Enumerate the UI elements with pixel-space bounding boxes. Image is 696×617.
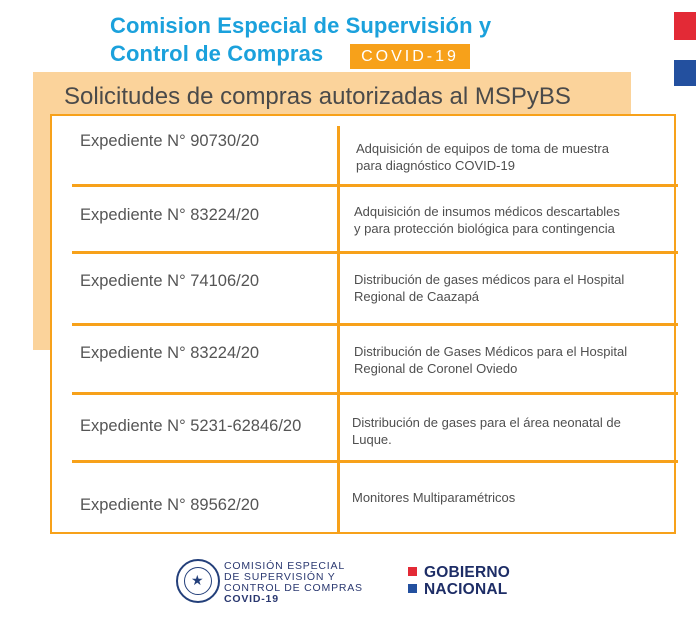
description-line: Luque. [352,432,392,447]
gobierno-blue-square-icon [408,584,417,593]
flag-blue-stripe [674,60,696,86]
gobierno-line-1: GOBIERNO [424,564,510,581]
expediente-number: Expediente N° 90730/20 [80,132,260,150]
description-line: Regional de Caazapá [354,289,480,304]
expedientes-table [50,114,676,534]
expediente-description [352,414,672,448]
footer-line-3: CONTROL DE COMPRAS [224,582,363,594]
expediente-description [354,271,674,305]
column-divider [337,126,340,534]
description-line: Monitores Multiparamétricos [352,490,516,505]
description-line: Regional de Coronel Oviedo [354,361,518,376]
title-line-1: Comision Especial de Supervisión y [110,13,492,38]
expediente-number: Expediente N° 74106/20 [80,272,260,290]
star-icon: ★ [191,572,204,588]
description-line: Distribución de gases médicos para el Hospital [354,272,625,287]
national-seal-icon [176,559,220,603]
description-line: Adquisición de insumos médicos descartables [354,204,620,219]
row-divider [72,392,678,395]
gobierno-red-square-icon [408,567,417,576]
description-line: Adquisición de equipos de toma de muestra [356,141,609,156]
gobierno-line-2: NACIONAL [424,581,508,598]
expediente-description [354,343,674,377]
expediente-number: Expediente N° 89562/20 [80,496,260,514]
description-line: Distribución de Gases Médicos para el Hospital [354,344,628,359]
expediente-number: Expediente N° 83224/20 [80,344,260,362]
footer-line-1: COMISIÓN ESPECIAL [224,560,345,572]
title-line-2: Control de Compras [110,41,324,66]
page-subtitle: Solicitudes de compras autorizadas al MSPyBS [64,83,571,110]
flag-red-stripe [674,12,696,40]
expediente-description [352,489,672,506]
row-divider [72,323,678,326]
description-line: y para protección biológica para contingencia [354,221,615,236]
footer-line-4: COVID-19 [224,593,279,605]
row-divider [72,460,678,463]
row-divider [72,251,678,254]
expediente-number: Expediente N° 83224/20 [80,206,260,224]
covid-badge: COVID-19 [350,44,470,69]
description-line: Distribución de gases para el área neonatal de [352,415,621,430]
footer-line-2: DE SUPERVISIÓN Y [224,571,336,583]
expediente-number: Expediente N° 5231-62846/20 [80,417,302,435]
expediente-description [354,203,674,237]
expediente-description [356,140,676,174]
description-line: para diagnóstico COVID-19 [356,158,515,173]
row-divider [72,184,678,187]
